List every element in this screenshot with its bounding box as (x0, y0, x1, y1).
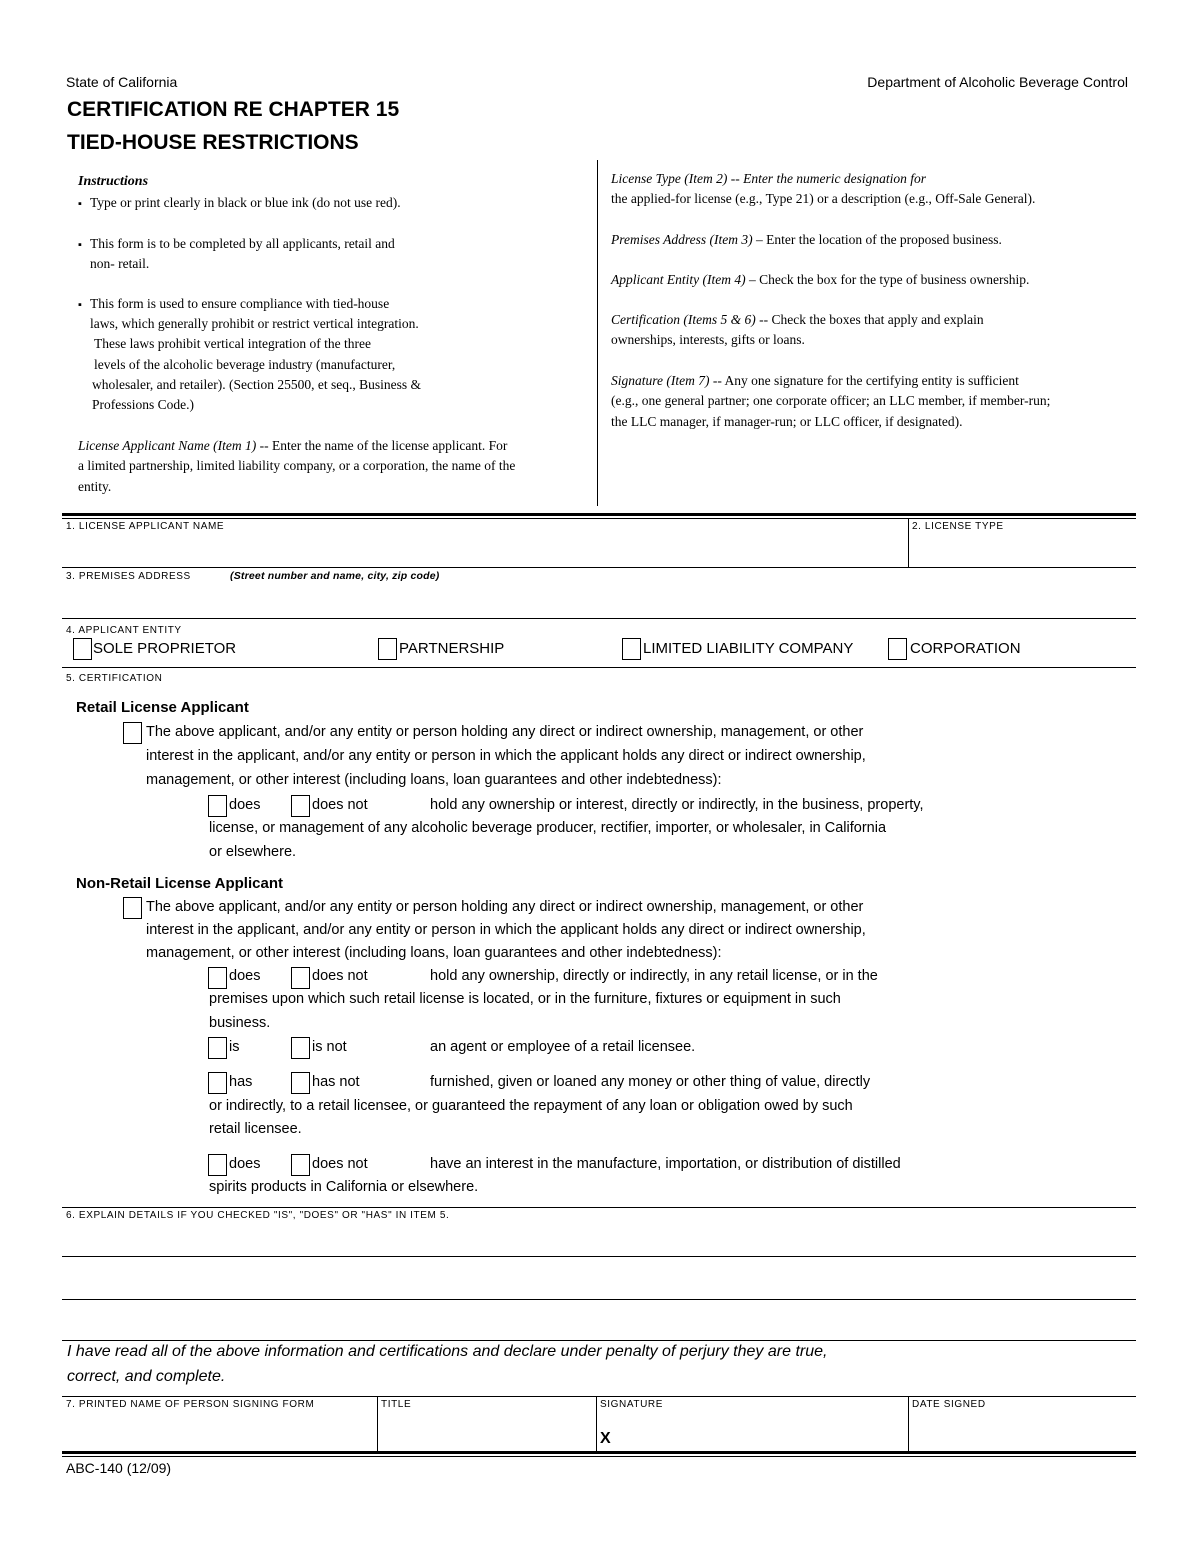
field-divider (908, 518, 909, 568)
printed-name-input[interactable] (62, 1412, 376, 1450)
premises-address-input[interactable] (62, 585, 1136, 618)
nonretail-q4-line2: spirits products in California or elsewhere. (209, 1179, 479, 1195)
nonretail-q3-line1: furnished, given or loaned any money or other thing of value, directly (430, 1074, 871, 1090)
llc-label: LIMITED LIABILITY COMPANY (643, 640, 854, 657)
nonretail-q3-has-checkbox[interactable] (208, 1072, 227, 1094)
instruction-item-2-line2: the applied-for license (e.g., Type 21) or a description (e.g., Off-Sale General). (611, 191, 1036, 206)
field-rule (62, 618, 1136, 619)
nonretail-text-line2: interest in the applicant, and/or any entity or person in which the applicant holds any direct or indirect ownership, (146, 922, 866, 938)
instruction-item-7-line3: the LLC manager, if manager-run; or LLC officer, if designated). (611, 414, 963, 429)
nonretail-q4-does-checkbox[interactable] (208, 1154, 227, 1176)
form-top-rule-thin (62, 518, 1136, 519)
instruction-bullet-3-line2: laws, which generally prohibit or restrict vertical integration. (90, 316, 419, 331)
explain-details-input-line1[interactable] (62, 1224, 1136, 1256)
field-6-label: 6. EXPLAIN DETAILS IF YOU CHECKED "IS", "DOES" OR "HAS" IN ITEM 5. (66, 1210, 450, 1221)
nonretail-q3-line3: retail licensee. (209, 1121, 302, 1137)
retail-does-not-label: does not (312, 797, 368, 813)
instruction-item-5-line1: Certification (Items 5 & 6) -- Check the boxes that apply and explain (611, 312, 984, 327)
sole-proprietor-checkbox[interactable] (73, 638, 92, 660)
form-title-line1: CERTIFICATION RE CHAPTER 15 (67, 98, 400, 121)
field-3-label: 3. PREMISES ADDRESS (66, 571, 191, 582)
nonretail-q1-line2: premises upon which such retail license is located, or in the furniture, fixtures or equipment in such (209, 991, 841, 1007)
corporation-label: CORPORATION (910, 640, 1021, 657)
field-rule (62, 1207, 1136, 1208)
form-title-line2: TIED-HOUSE RESTRICTIONS (67, 131, 359, 154)
field-rule (62, 1396, 1136, 1397)
nonretail-q3-has-not-label: has not (312, 1074, 360, 1090)
field-divider (908, 1396, 909, 1451)
partnership-label: PARTNERSHIP (399, 640, 505, 657)
nonretail-q4-does-not-label: does not (312, 1156, 368, 1172)
instruction-item-7-line2: (e.g., one general partner; one corporate officer; an LLC member, if member-run; (611, 393, 1051, 408)
state-label: State of California (66, 74, 178, 90)
declaration-line1: I have read all of the above information and certifications and declare under penalty of perjury they are true, (67, 1343, 828, 1360)
date-signed-input[interactable] (910, 1412, 1135, 1450)
field-5-label: 5. CERTIFICATION (66, 673, 163, 684)
signature-x-mark: X (600, 1430, 611, 1447)
instruction-item-7-line1: Signature (Item 7) -- Any one signature for the certifying entity is sufficient (611, 373, 1019, 388)
explain-line-rule (62, 1256, 1136, 1257)
nonretail-q2-is-not-label: is not (312, 1039, 347, 1055)
field-7-label: 7. PRINTED NAME OF PERSON SIGNING FORM (66, 1399, 315, 1410)
nonretail-text-line1: The above applicant, and/or any entity or person holding any direct or indirect ownership, management, or other (146, 899, 864, 915)
retail-does-not-checkbox[interactable] (291, 795, 310, 817)
field-rule (62, 567, 1136, 568)
instruction-bullet-3-line4: levels of the alcoholic beverage industry (manufacturer, (94, 357, 396, 372)
retail-applicant-checkbox[interactable] (123, 722, 142, 744)
instruction-bullet-2-line1: This form is to be completed by all applicants, retail and (90, 236, 395, 251)
date-signed-label: DATE SIGNED (912, 1399, 986, 1410)
nonretail-q4-does-not-checkbox[interactable] (291, 1154, 310, 1176)
instruction-item-1-line2: a limited partnership, limited liability company, or a corporation, the name of the (78, 458, 516, 473)
field-2-label: 2. LICENSE TYPE (912, 521, 1004, 532)
nonretail-heading: Non-Retail License Applicant (76, 875, 283, 892)
retail-question-line2: license, or management of any alcoholic beverage producer, rectifier, importer, or wholesaler, in California (209, 820, 887, 836)
form-top-rule (62, 513, 1136, 516)
corporation-checkbox[interactable] (888, 638, 907, 660)
nonretail-q1-does-checkbox[interactable] (208, 967, 227, 989)
nonretail-q1-does-not-label: does not (312, 968, 368, 984)
form-id: ABC-140 (12/09) (66, 1460, 172, 1476)
nonretail-q3-has-label: has (229, 1074, 253, 1090)
instruction-bullet-2-line2: non- retail. (90, 256, 150, 271)
explain-line-rule (62, 1299, 1136, 1300)
field-divider (377, 1396, 378, 1451)
retail-does-label: does (229, 797, 261, 813)
retail-question-line1: hold any ownership or interest, directly or indirectly, in the business, property, (430, 797, 924, 813)
retail-text-line2: interest in the applicant, and/or any entity or person in which the applicant holds any direct or indirect ownership, (146, 748, 866, 764)
nonretail-q2-is-checkbox[interactable] (208, 1037, 227, 1059)
bullet-icon: ▪ (78, 299, 82, 311)
retail-text-line1: The above applicant, and/or any entity or person holding any direct or indirect ownership, management, or other (146, 724, 864, 740)
nonretail-applicant-checkbox[interactable] (123, 897, 142, 919)
instruction-item-1-line3: entity. (78, 479, 112, 494)
retail-text-line3: management, or other interest (including loans, loan guarantees and other indebtedness): (146, 772, 722, 788)
instructions-heading: Instructions (78, 174, 149, 189)
nonretail-q1-line1: hold any ownership, directly or indirectly, in any retail license, or in the (430, 968, 878, 984)
instructions-divider (597, 160, 598, 506)
instruction-bullet-3-line6: Professions Code.) (92, 397, 194, 412)
nonretail-q2-is-label: is (229, 1039, 240, 1055)
signature-label: SIGNATURE (600, 1399, 663, 1410)
explain-details-input-line2[interactable] (62, 1258, 1136, 1298)
instruction-item-1-line1: License Applicant Name (Item 1) -- Enter the name of the license applicant. For (78, 438, 508, 453)
retail-question-line3: or elsewhere. (209, 844, 297, 860)
nonretail-text-line3: management, or other interest (including loans, loan guarantees and other indebtedness): (146, 945, 722, 961)
field-1-label: 1. LICENSE APPLICANT NAME (66, 521, 225, 532)
license-type-input[interactable] (910, 533, 1135, 567)
field-rule (62, 667, 1136, 668)
license-applicant-name-input[interactable] (62, 533, 907, 567)
llc-checkbox[interactable] (622, 638, 641, 660)
nonretail-q3-line2: or indirectly, to a retail licensee, or guaranteed the repayment of any loan or obligation owed by such (209, 1098, 853, 1114)
field-divider (596, 1396, 597, 1451)
field-4-label: 4. APPLICANT ENTITY (66, 625, 182, 636)
nonretail-q1-does-not-checkbox[interactable] (291, 967, 310, 989)
title-input[interactable] (379, 1412, 595, 1450)
declaration-line2: correct, and complete. (67, 1368, 226, 1385)
title-label: TITLE (381, 1399, 412, 1410)
instruction-bullet-3-line5: wholesaler, and retailer). (Section 25500, et seq., Business & (92, 377, 422, 392)
department-label: Department of Alcoholic Beverage Control (867, 74, 1128, 90)
instruction-item-4: Applicant Entity (Item 4) – Check the box for the type of business ownership. (611, 272, 1030, 287)
form-bottom-rule (62, 1451, 1136, 1454)
instruction-bullet-3-line1: This form is used to ensure compliance with tied-house (90, 296, 390, 311)
explain-line-rule (62, 1340, 1136, 1341)
instruction-bullet-1: Type or print clearly in black or blue ink (do not use red). (90, 195, 401, 210)
nonretail-q3-has-not-checkbox[interactable] (291, 1072, 310, 1094)
form-bottom-rule-thin (62, 1456, 1136, 1457)
partnership-checkbox[interactable] (378, 638, 397, 660)
instruction-bullet-3-line3: These laws prohibit vertical integration of the three (94, 336, 372, 351)
instruction-item-2-line1: License Type (Item 2) -- Enter the numeric designation for (611, 171, 927, 186)
nonretail-q2-line1: an agent or employee of a retail licensee. (430, 1039, 696, 1055)
instruction-item-3: Premises Address (Item 3) – Enter the location of the proposed business. (611, 232, 1002, 247)
signature-input[interactable] (598, 1412, 907, 1450)
nonretail-q2-is-not-checkbox[interactable] (291, 1037, 310, 1059)
nonretail-q1-line3: business. (209, 1015, 271, 1031)
explain-details-input-line3[interactable] (62, 1301, 1136, 1339)
bullet-icon: ▪ (78, 198, 82, 210)
field-3-hint: (Street number and name, city, zip code) (230, 570, 440, 582)
retail-heading: Retail License Applicant (76, 699, 249, 716)
instruction-item-5-line2: ownerships, interests, gifts or loans. (611, 332, 805, 347)
nonretail-q1-does-label: does (229, 968, 261, 984)
nonretail-q4-line1: have an interest in the manufacture, importation, or distribution of distilled (430, 1156, 901, 1172)
sole-proprietor-label: SOLE PROPRIETOR (93, 640, 237, 657)
retail-does-checkbox[interactable] (208, 795, 227, 817)
bullet-icon: ▪ (78, 239, 82, 251)
nonretail-q4-does-label: does (229, 1156, 261, 1172)
